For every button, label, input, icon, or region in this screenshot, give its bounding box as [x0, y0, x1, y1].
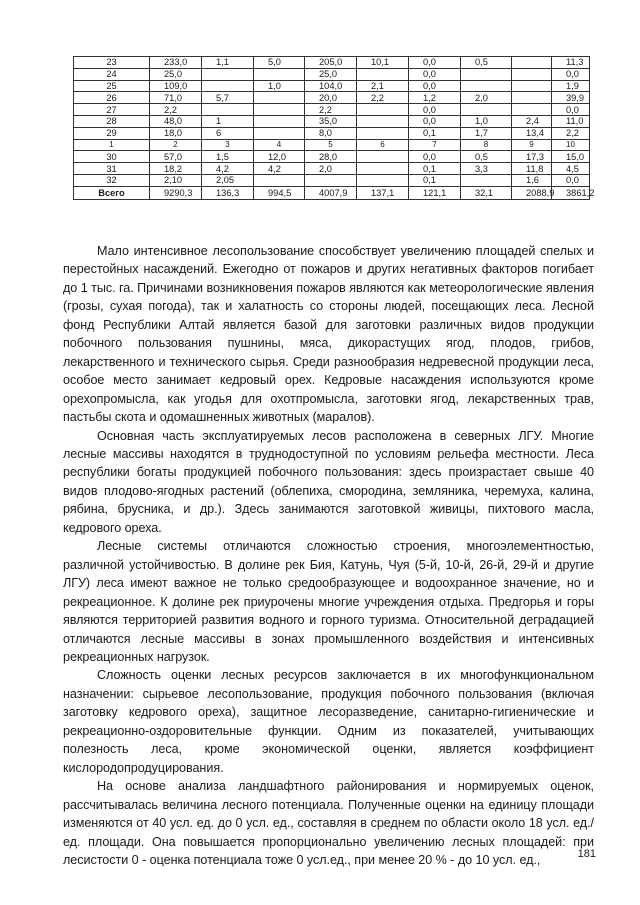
table-cell: 5,0: [254, 57, 305, 69]
table-cell: 5,7: [202, 92, 254, 104]
total-cell: 994,5: [254, 186, 305, 199]
table-cell: 57,0: [150, 151, 202, 163]
total-cell: 9290,3: [150, 186, 202, 199]
table-cell: [357, 127, 409, 139]
table-cell: 0,0: [409, 104, 461, 116]
table-cell: 25,0: [150, 68, 202, 80]
table-cell: 0,0: [552, 174, 590, 186]
table-cell: [357, 174, 409, 186]
table-cell: [254, 174, 305, 186]
table-row: [74, 163, 590, 175]
table-cell: 0,0: [409, 151, 461, 163]
table-cell: 205,0: [305, 57, 357, 69]
table-cell: 1,5: [202, 151, 254, 163]
table-row: [74, 115, 590, 127]
table-cell: [357, 115, 409, 127]
table-cell: [254, 127, 305, 139]
total-cell: 121,1: [409, 186, 461, 199]
table-cell: [357, 104, 409, 116]
table-cell: [357, 68, 409, 80]
table-cell: 0,5: [461, 151, 512, 163]
table-cell: 25,0: [305, 68, 357, 80]
table-cell: 0,1: [409, 174, 461, 186]
table-cell: 2,10: [150, 174, 202, 186]
table-cell: [512, 104, 552, 116]
paragraph: Лесные системы отличаются сложностью строения, многоэлементностью, различной устойчивостью. В долине рек Бия, Катунь, Чуя (5-й, 10-й, 26-й, 29-й и другие ЛГУ) леса имеют важное не только средообразующее и водоохранное значение, но и рекреационное. К долине рек приурочены многие учреждения отдыха. Предгорья и горы являются территорией развития водного и горного туризма. Относительной деградацией отличаются лесные массивы в зонах промышленного воздействия и интенсивных рекреационных нагрузок.: [63, 539, 594, 664]
table-cell: [254, 104, 305, 116]
table-cell: 12,0: [254, 151, 305, 163]
table-cell: 23: [74, 57, 150, 69]
table-cell: 2,2: [305, 104, 357, 116]
table-cell: [305, 174, 357, 186]
table-cell: 39,9: [552, 92, 590, 104]
table-cell: 104,0: [305, 80, 357, 92]
table-cell: 18,2: [150, 163, 202, 175]
table-cell: 3: [202, 139, 254, 151]
total-label: Всего: [74, 186, 150, 199]
table-cell: [461, 174, 512, 186]
table-cell: 2,05: [202, 174, 254, 186]
table-row: [74, 127, 590, 139]
table-cell: 2,2: [552, 127, 590, 139]
data-table: [73, 56, 595, 200]
table-cell: 2,4: [512, 115, 552, 127]
total-cell: 4007,9: [305, 186, 357, 199]
table-cell: 1: [202, 115, 254, 127]
table-cell: 2,0: [461, 92, 512, 104]
table-cell: [512, 92, 552, 104]
table-cell: 1,6: [512, 174, 552, 186]
body-text: [63, 242, 594, 869]
table-cell: 0,0: [552, 68, 590, 80]
table-cell: 0,5: [461, 57, 512, 69]
table-cell: [461, 104, 512, 116]
table-cell: 11,0: [552, 115, 590, 127]
table-cell: 32: [74, 174, 150, 186]
table-cell: 10,1: [357, 57, 409, 69]
table-cell: 0,1: [409, 163, 461, 175]
table-row: [74, 92, 590, 104]
table-cell: 0,1: [409, 127, 461, 139]
total-cell: 3861,2: [552, 186, 590, 199]
table-cell: 0,0: [409, 68, 461, 80]
table-cell: 0,0: [409, 57, 461, 69]
table-cell: 26: [74, 92, 150, 104]
table-cell: 24: [74, 68, 150, 80]
table-cell: 5: [305, 139, 357, 151]
table-cell: 31: [74, 163, 150, 175]
table-cell: 48,0: [150, 115, 202, 127]
table-cell: [512, 80, 552, 92]
table-cell: 7: [409, 139, 461, 151]
table-column-number-row: [74, 139, 590, 151]
table-cell: [254, 115, 305, 127]
total-cell: 2088,9: [512, 186, 552, 199]
table-cell: 9: [512, 139, 552, 151]
paragraph: Сложность оценки лесных ресурсов заключается в их многофункциональном назначении: сырьевое лесопользование, продукция побочного пользования (включая заготовку кедрового ореха), защитное лесоразведение, санитарно-гигиенические и рекреационно-оздоровительные функции. Одним из показателей, учитывающих полезность леса, кроме экономической оценки, является коэффициент кислородопродуцирования.: [63, 668, 594, 775]
table-cell: 20,0: [305, 92, 357, 104]
table-cell: [357, 151, 409, 163]
table-cell: 30: [74, 151, 150, 163]
table-cell: [254, 68, 305, 80]
table-cell: 1: [74, 139, 150, 151]
table-cell: 15,0: [552, 151, 590, 163]
table-cell: [202, 104, 254, 116]
table-cell: [254, 92, 305, 104]
table-cell: 0,0: [409, 80, 461, 92]
table-cell: 13,4: [512, 127, 552, 139]
table-cell: 2,2: [357, 92, 409, 104]
table-cell: 4,2: [202, 163, 254, 175]
table-cell: 8,0: [305, 127, 357, 139]
table-cell: 0,0: [409, 115, 461, 127]
table-cell: 2,0: [305, 163, 357, 175]
table-cell: [357, 163, 409, 175]
table-cell: [461, 80, 512, 92]
table-cell: 1,9: [552, 80, 590, 92]
table-cell: 4,2: [254, 163, 305, 175]
total-cell: 32,1: [461, 186, 512, 199]
table-cell: 109,0: [150, 80, 202, 92]
table-cell: 1,1: [202, 57, 254, 69]
table-cell: 3,3: [461, 163, 512, 175]
table-cell: 2,2: [150, 104, 202, 116]
total-cell: 136,3: [202, 186, 254, 199]
table-cell: 6: [202, 127, 254, 139]
table-row: [74, 104, 590, 116]
table-cell: 71,0: [150, 92, 202, 104]
table-cell: [512, 57, 552, 69]
table-row: [74, 57, 590, 69]
table-row: [74, 151, 590, 163]
table-cell: 28,0: [305, 151, 357, 163]
table-row: [74, 80, 590, 92]
table-cell: [202, 68, 254, 80]
table-row: [74, 174, 590, 186]
table-cell: [512, 68, 552, 80]
table-cell: 29: [74, 127, 150, 139]
table-cell: 1,7: [461, 127, 512, 139]
paragraph: На основе анализа ландшафтного районирования и нормируемых оценок, рассчитывалась величина лесного потенциала. Полученные оценки на единицу площади изменяются от 40 усл. ед. до 0 усл. ед., составляя в среднем по области около 18 усл. ед./ед. площади. Она повышается пропорционально увеличению лесных площадей: при лесистости 0 - оценка потенциала тоже 0 усл.ед., при менее 20 % - до 10 усл. ед.,: [63, 779, 594, 867]
table-cell: [461, 68, 512, 80]
paragraph: Мало интенсивное лесопользование способствует увеличению площадей спелых и перестойных насаждений. Ежегодно от пожаров и других негативных факторов погибает до 1 тыс. га. Причинами возникновения пожаров являются как метеорологические явления (грозы, сухая погода), так и халатность со стороны людей, посещающих леса. Лесной фонд Республики Алтай является базой для заготовки различных видов продукции побочного пользования пушнины, мяса, дикорастущих ягод, плодов, грибов, лекарственного и технического сырья. Среди разнообразия недревесной продукции леса, особое место занимает кедровый орех. Кедровые насаждения используются кроме орехопромысла, как угодья для охотпромысла, заготовки ягод, лекарственных трав, пастьбы скота и одомашненных животных (маралов).: [63, 244, 594, 425]
table-cell: 1,0: [254, 80, 305, 92]
page-number: 181: [577, 848, 596, 860]
table-cell: 10: [552, 139, 590, 151]
table-cell: 18,0: [150, 127, 202, 139]
table-cell: 11,8: [512, 163, 552, 175]
table-cell: 2,1: [357, 80, 409, 92]
table-cell: 4,5: [552, 163, 590, 175]
table-cell: 28: [74, 115, 150, 127]
table-cell: 35,0: [305, 115, 357, 127]
total-cell: 137,1: [357, 186, 409, 199]
table-cell: 233,0: [150, 57, 202, 69]
table-cell: [202, 80, 254, 92]
table-cell: 27: [74, 104, 150, 116]
table-body: [74, 57, 595, 200]
table-cell: 8: [461, 139, 512, 151]
table-total-row: [74, 186, 590, 199]
table-cell: 11,3: [552, 57, 590, 69]
table-cell: 4: [254, 139, 305, 151]
table-cell: 0,0: [552, 104, 590, 116]
table-cell: 2: [150, 139, 202, 151]
table-cell: 1,2: [409, 92, 461, 104]
table-cell: 1,0: [461, 115, 512, 127]
paragraph: Основная часть эксплуатируемых лесов расположена в северных ЛГУ. Многие лесные массивы находятся в труднодоступной по условиям рельефа местности. Леса республики богаты продукцией побочного пользования: здесь произрастает свыше 40 видов плодово-ягодных растений (облепиха, смородина, земляника, черемуха, калина, рябина, брусника, и др.). Здесь занимаются заготовкой живицы, пихтового масла, кедрового ореха.: [63, 428, 594, 535]
table-cell: 25: [74, 80, 150, 92]
table-cell: 6: [357, 139, 409, 151]
table-cell: 17,3: [512, 151, 552, 163]
table-row: [74, 68, 590, 80]
